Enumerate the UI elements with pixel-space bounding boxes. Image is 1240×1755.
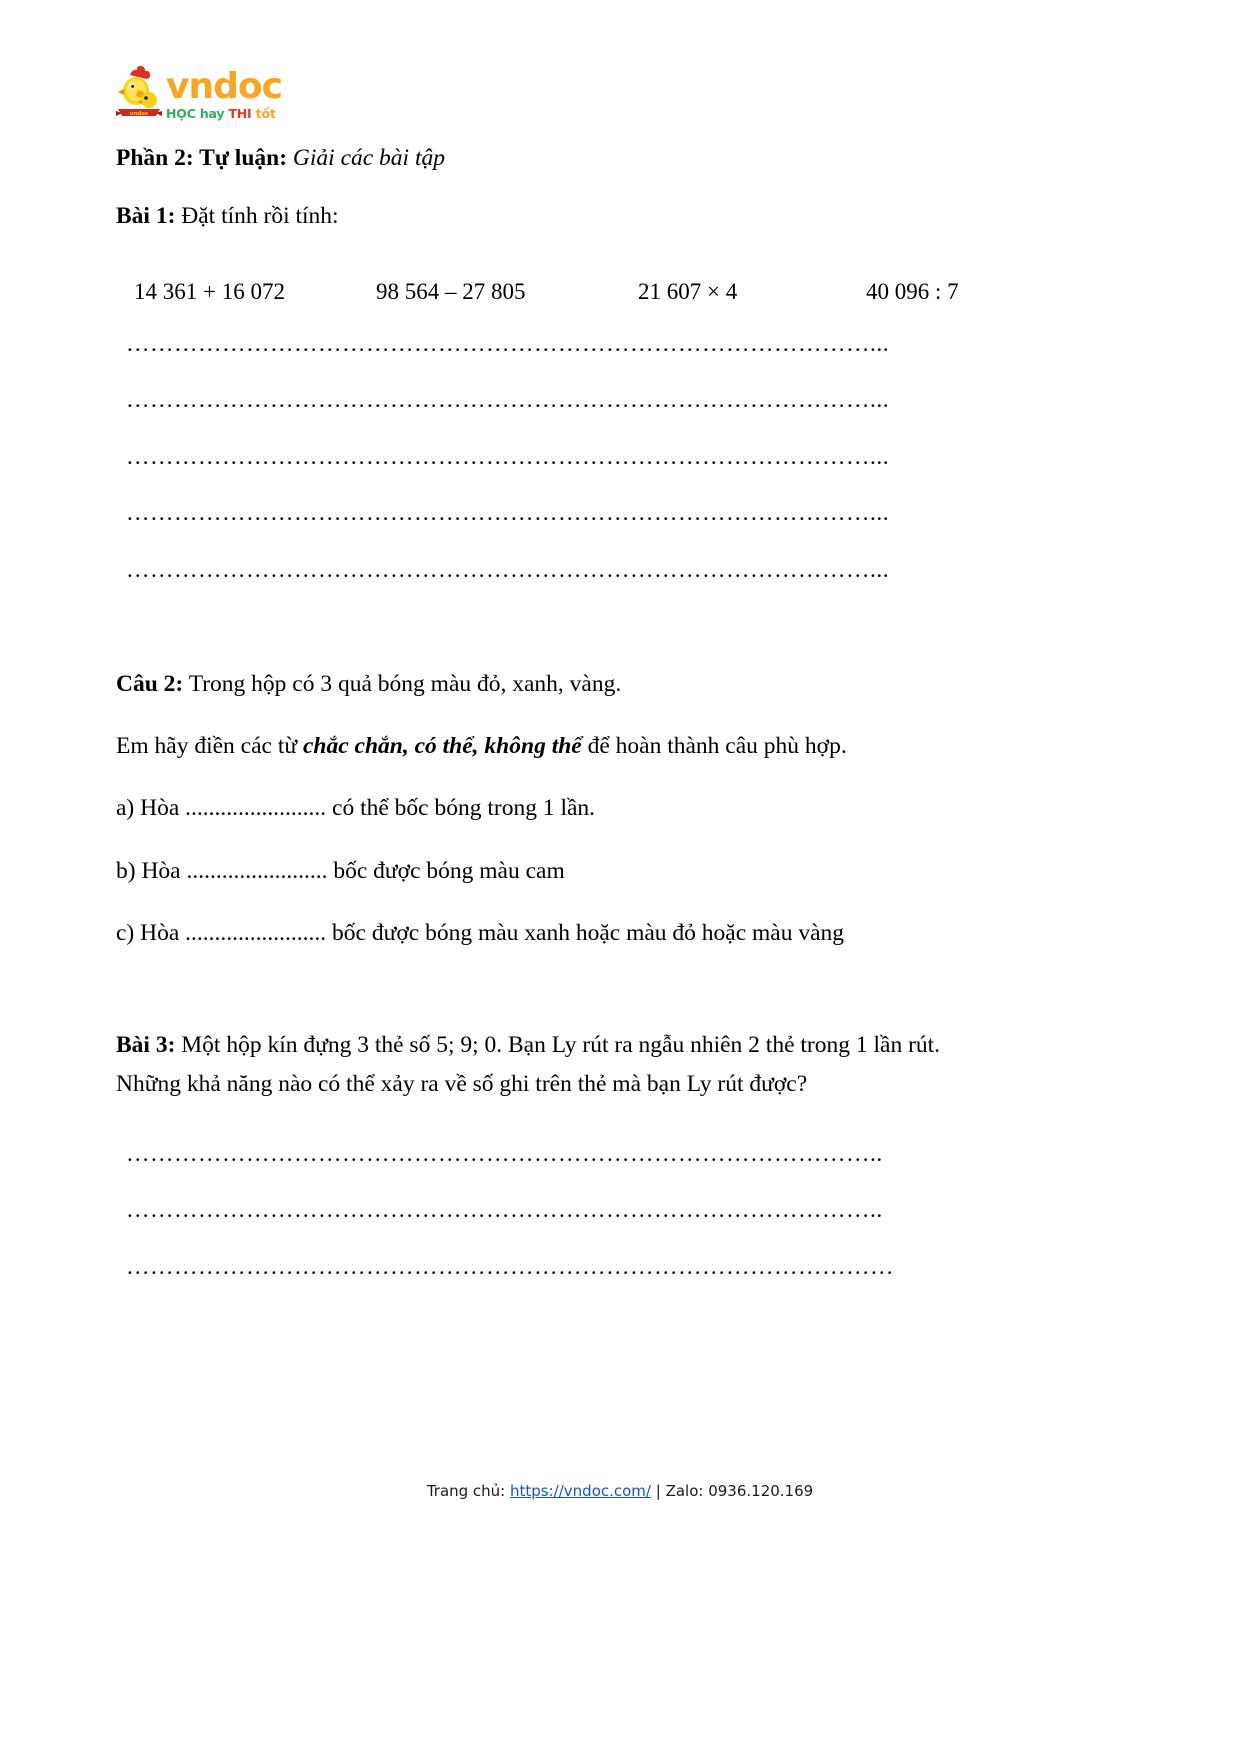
exercise2-item-b <box>116 852 996 890</box>
logo-tagline-part-1: HỌC hay <box>166 105 229 121</box>
exercise2-instruction <box>116 727 996 765</box>
instruction-after: để hoàn thành câu phù hợp. <box>581 733 847 760</box>
exercise3-prompt-line1: Một hộp kín đựng 3 thẻ số 5; 9; 0. Bạn Ly rút ra ngẫu nhiên 2 thẻ trong 1 lần <box>175 1031 903 1058</box>
exercise1-expressions <box>116 279 996 305</box>
exercise1-label: Bài 1: <box>116 203 176 230</box>
logo-wordmark <box>166 66 282 122</box>
footer-homepage-link[interactable]: https://vndoc.com/ <box>510 1482 651 1500</box>
part-subtitle: Giải các bài tập <box>292 145 445 171</box>
instruction-before: Em hãy điền các từ <box>116 733 303 760</box>
footer-suffix: | Zalo: 0936.120.169 <box>650 1482 814 1500</box>
answer-line[interactable]: ………………………………………………………………………………….. <box>126 1142 883 1167</box>
part-heading <box>116 140 996 176</box>
exercise2-item-c <box>116 914 996 952</box>
exercise1-prompt: Đặt tính rồi tính: <box>175 203 339 230</box>
footer-prefix: Trang chủ: <box>426 1482 511 1500</box>
item-suffix: bốc được bóng màu cam <box>327 857 565 884</box>
expression-2: 98 564 – 27 805 <box>376 278 526 304</box>
answer-line[interactable]: …………………………………………………………………………………... <box>126 445 890 470</box>
document-content <box>116 60 996 1312</box>
logo-brand-text: vndoc <box>166 66 282 108</box>
item-prefix: c) Hòa <box>116 919 186 946</box>
expression-1: 14 361 + 16 072 <box>134 278 285 304</box>
logo-tagline-part-3: tốt <box>255 105 276 121</box>
exercise1-heading <box>116 198 996 234</box>
chick-mascot-icon <box>116 64 162 122</box>
page-footer <box>0 1482 1240 1500</box>
exercise2-prompt: Trong hộp có 3 quả bóng màu đỏ, xanh, vàng. <box>183 671 622 698</box>
vndoc-logo[interactable] <box>116 60 996 122</box>
exercise2-item-a <box>116 789 996 827</box>
expression-3: 21 607 × 4 <box>638 278 738 304</box>
logo-tagline-part-2: THI <box>228 105 256 121</box>
item-prefix: b) Hòa <box>116 857 187 884</box>
item-suffix: bốc được bóng màu xanh hoặc màu đỏ hoặc màu vàng <box>326 919 845 946</box>
item-blank[interactable]: ........................ <box>186 857 328 884</box>
answer-line[interactable]: ………………………………………………………………………………….. <box>126 1199 883 1223</box>
exercise2-label: Câu 2: <box>116 671 184 698</box>
expression-4: 40 096 : 7 <box>866 278 959 304</box>
item-blank[interactable]: ........................ <box>185 919 327 946</box>
item-blank[interactable]: ........................ <box>185 795 327 822</box>
instruction-keywords: chắc chắn, có thể, không thể <box>302 733 582 760</box>
spacer <box>116 1131 996 1143</box>
spacer <box>116 615 996 665</box>
exercise3-heading <box>116 1026 996 1105</box>
answer-line[interactable]: …………………………………………………………………………………... <box>126 389 890 413</box>
item-suffix: có thể bốc bóng trong 1 lần. <box>326 795 596 822</box>
logo-tagline <box>166 105 282 121</box>
svg-text:vndoc: vndoc <box>129 111 149 117</box>
exercise2-heading <box>116 665 996 703</box>
exercise3-prompt-line2: rút. Những khả năng nào có thể xảy ra về số ghi trên thẻ mà bạn Ly rút được? <box>116 1031 941 1098</box>
exercise3-label: Bài 3: <box>116 1031 176 1058</box>
answer-line[interactable]: …………………………………………………………………………………... <box>126 558 890 583</box>
answer-line[interactable]: …………………………………………………………………………………… <box>126 1255 894 1280</box>
spacer <box>116 976 996 1026</box>
answer-line[interactable]: …………………………………………………………………………………... <box>126 332 890 357</box>
answer-line[interactable]: …………………………………………………………………………………... <box>126 502 890 526</box>
item-prefix: a) Hòa <box>116 795 186 822</box>
part-label: Phần 2: Tự luận: <box>116 145 288 171</box>
